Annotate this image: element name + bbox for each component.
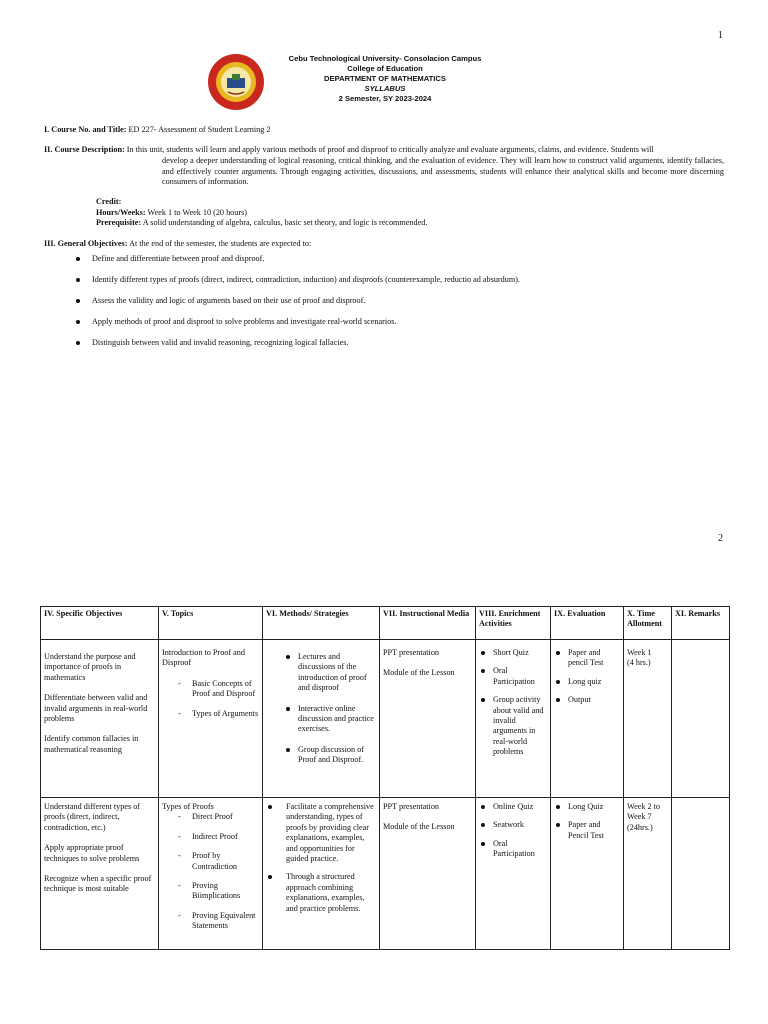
hours-value: Week 1 to Week 10 (20 hours): [147, 207, 247, 217]
column-header: IX. Evaluation: [551, 607, 624, 640]
column-header: VII. Instructional Media: [380, 607, 476, 640]
topics-cell: Types of Proofs - Direct Proof - Indirect Proof - Proof by Contradiction - Proving Biimplications - Proving Equivalent Statements: [159, 798, 263, 950]
course-description: [44, 145, 724, 156]
list-item: - Types of Arguments: [178, 708, 259, 718]
table-row: [41, 640, 730, 798]
hours-label: Hours/Weeks:: [96, 207, 146, 217]
bullet-icon: [268, 805, 272, 809]
list-item: Group activity about valid and invalid arguments in real-world problems: [479, 695, 547, 757]
bullet-icon: [268, 875, 272, 879]
bullet-icon: [481, 823, 485, 827]
list-item: Short Quiz: [479, 648, 547, 658]
bullet-icon: [76, 299, 80, 303]
prerequisite-label: Prerequisite:: [96, 218, 142, 227]
bullet-icon: [556, 698, 560, 702]
list-item: Online Quiz: [479, 802, 547, 812]
course-description-label: II. Course Description:: [44, 145, 125, 154]
list-item: Assess the validity and logic of arguments based on their use of proof and disproof.: [76, 296, 726, 307]
course-description-body: develop a deeper understanding of logical reasoning, critical thinking, and the evaluation of evidence. They will learn how to construct valid arguments, identify fallacies, and effectively counter arguments. Through engaging activities, discussions, and assessments, students will enhance their analytical skills and become more discerning consumers of information.: [162, 156, 724, 187]
column-header: VI. Methods/ Strategies: [263, 607, 380, 640]
general-objectives-label: III. General Objectives:: [44, 239, 128, 248]
time-allotment-cell: Week 2 to Week 7 (24hrs.): [624, 798, 672, 950]
bullet-icon: [76, 320, 80, 324]
column-header: IV. Specific Objectives: [41, 607, 159, 640]
list-item: - Basic Concepts of Proof and Disproof: [178, 678, 256, 699]
list-item: Long quiz: [554, 677, 620, 687]
syllabus-table: [40, 606, 730, 950]
time-allotment-cell: Week 1 (4 hrs.): [624, 640, 672, 798]
course-title-line: [44, 125, 724, 136]
course-title-value: ED 227- Assessment of Student Learning 2: [128, 125, 271, 134]
list-item: Apply methods of proof and disproof to solve problems and investigate real-world scenarios.: [76, 317, 726, 328]
bullet-icon: [556, 651, 560, 655]
enrichment-cell: [476, 640, 551, 798]
list-item: Paper and pencil Test: [554, 648, 620, 669]
university-seal-logo: [208, 54, 264, 110]
list-item: - Direct Proof: [178, 812, 233, 822]
remarks-cell: [672, 640, 730, 798]
topics-cell: Introduction to Proof and Disproof - Basic Concepts of Proof and Disproof - Types of Arguments: [159, 640, 263, 798]
list-item: - Indirect Proof: [178, 831, 238, 841]
list-item: Long Quiz: [554, 802, 620, 812]
list-item: - Proving Biimplications: [178, 881, 241, 901]
page-number: 1: [718, 30, 723, 41]
list-item: Seatwork: [479, 820, 547, 830]
bullet-icon: [76, 278, 80, 282]
list-item: Interactive online discussion and practice exercises.: [266, 704, 376, 735]
specific-objectives-cell: Understand different types of proofs (direct, indirect, contradiction, etc.) Apply appropriate proof techniques to solve problems Recognize when a specific proof technique is most suitable: [41, 798, 159, 950]
column-header: XI. Remarks: [672, 607, 730, 640]
remarks-cell: [672, 798, 730, 950]
list-item: Group discussion of Proof and Disproof.: [266, 745, 376, 766]
course-description-first-line: In this unit, students will learn and apply various methods of proof and disproof to critically analyze and evaluate arguments, claims, and evidence. Students will: [126, 145, 654, 154]
table-row: [41, 798, 730, 950]
column-header: VIII. Enrichment Activities: [476, 607, 551, 640]
bullet-icon: [481, 805, 485, 809]
bullet-icon: [286, 748, 290, 752]
department-name: DEPARTMENT OF MATHEMATICS: [324, 74, 446, 83]
semester-term: 2 Semester, SY 2023-2024: [338, 94, 432, 103]
column-header: X. Time Allotment: [624, 607, 672, 640]
list-item: Output: [554, 695, 620, 705]
enrichment-cell: [476, 798, 551, 950]
bullet-icon: [481, 651, 485, 655]
media-cell: PPT presentation Module of the Lesson: [380, 798, 476, 950]
list-item: Lectures and discussions of the introduction of proof and disproof: [266, 652, 376, 694]
document-type: SYLLABUS: [364, 84, 406, 93]
general-objectives-heading: [44, 239, 724, 250]
bullet-icon: [286, 655, 290, 659]
bullet-icon: [481, 698, 485, 702]
list-item: - Proving Equivalent Statements: [178, 910, 256, 931]
list-item: Oral Participation: [479, 666, 547, 687]
prerequisite-value: A solid understanding of algebra, calculus, basic set theory, and logic is recommended.: [142, 218, 428, 227]
bullet-icon: [556, 823, 560, 827]
table-header-row: [41, 607, 730, 640]
evaluation-cell: [551, 798, 624, 950]
general-objectives-list: [76, 254, 726, 359]
bullet-icon: [286, 707, 290, 711]
methods-cell: [263, 640, 380, 798]
syllabus-header: [270, 54, 500, 104]
credit-label: Credit:: [96, 197, 122, 206]
specific-objectives-cell: Understand the purpose and importance of proofs in mathematics Differentiate between valid and invalid arguments in real-world problems Identify common fallacies in mathematical reasoning: [41, 640, 159, 798]
column-header: V. Topics: [159, 607, 263, 640]
list-item: Paper and Pencil Test: [554, 820, 620, 841]
general-objectives-intro: At the end of the semester, the students are expected to:: [129, 239, 312, 248]
list-item: - Proof by Contradiction: [178, 851, 238, 871]
course-title-label: I. Course No. and Title:: [44, 125, 127, 134]
course-meta: [96, 197, 716, 229]
bullet-icon: [76, 341, 80, 345]
bullet-icon: [481, 669, 485, 673]
methods-cell: [263, 798, 380, 950]
university-name: Cebu Technological University- Consolacion Campus: [288, 54, 482, 63]
bullet-icon: [556, 805, 560, 809]
list-item: Define and differentiate between proof and disproof.: [76, 254, 726, 265]
evaluation-cell: [551, 640, 624, 798]
bullet-icon: [481, 842, 485, 846]
list-item: Facilitate a comprehensive understanding, types of proofs by providing clear explanations, examples, and opportunities for guided practice.: [266, 802, 376, 864]
media-cell: PPT presentation Module of the Lesson: [380, 640, 476, 798]
list-item: Distinguish between valid and invalid reasoning, recognizing logical fallacies.: [76, 338, 726, 349]
bullet-icon: [76, 257, 80, 261]
college-name: College of Education: [347, 64, 423, 73]
list-item: Through a structured approach combining explanations, examples, and practice problems.: [266, 872, 376, 914]
bullet-icon: [556, 680, 560, 684]
list-item: Oral Participation: [479, 839, 547, 860]
list-item: Identify different types of proofs (direct, indirect, contradiction, induction) and disproofs (counterexample, reductio ad absurdum).: [76, 275, 726, 286]
page-number: 2: [718, 533, 723, 544]
